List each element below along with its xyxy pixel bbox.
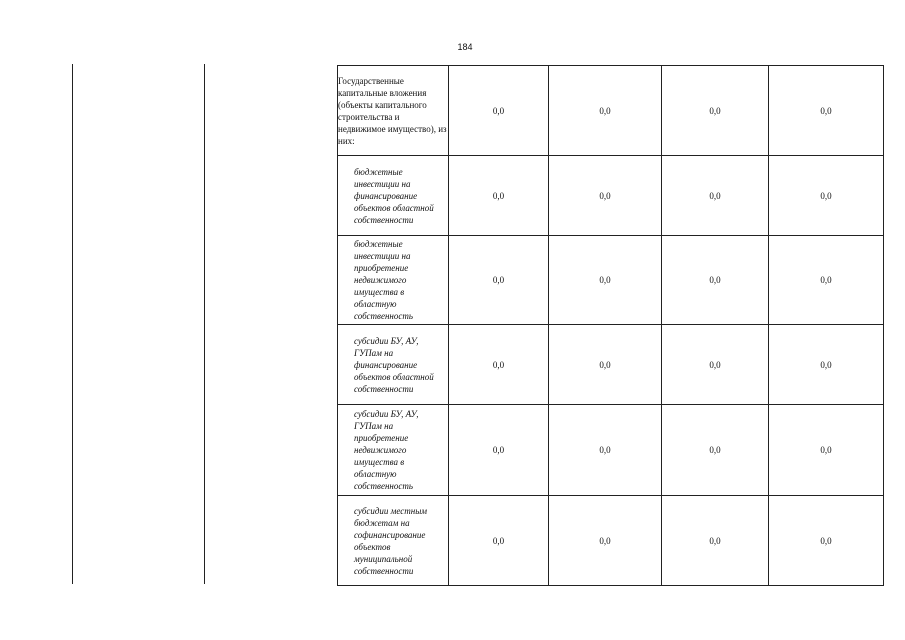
row-label: субсидии БУ, АУ, ГУПам на приобретение недвижимого имущества в областную собственность <box>338 405 449 496</box>
row-label: субсидии БУ, АУ, ГУПам на финансирование объектов областной собственности <box>338 325 449 405</box>
value-cell: 0,0 <box>549 66 662 156</box>
value-cell: 0,0 <box>769 66 884 156</box>
value-cell: 0,0 <box>449 236 549 325</box>
page-number: 184 <box>457 42 473 52</box>
middle-column-border <box>204 64 205 584</box>
value-cell: 0,0 <box>662 156 769 236</box>
table-row <box>338 156 884 236</box>
value-cell: 0,0 <box>769 325 884 405</box>
value-cell: 0,0 <box>549 236 662 325</box>
row-label: Государственные капитальные вложения (объекты капитального строительства и недвижимое имущество), из них: <box>338 66 449 156</box>
table-row <box>338 236 884 325</box>
capital-investment-table <box>337 65 884 586</box>
value-cell: 0,0 <box>662 405 769 496</box>
value-cell: 0,0 <box>549 405 662 496</box>
value-cell: 0,0 <box>769 156 884 236</box>
value-cell: 0,0 <box>662 496 769 586</box>
value-cell: 0,0 <box>769 405 884 496</box>
value-cell: 0,0 <box>449 405 549 496</box>
value-cell: 0,0 <box>769 236 884 325</box>
value-cell: 0,0 <box>662 236 769 325</box>
value-cell: 0,0 <box>549 156 662 236</box>
row-label: бюджетные инвестиции на приобретение недвижимого имущества в областную собственность <box>338 236 449 325</box>
value-cell: 0,0 <box>449 325 549 405</box>
value-cell: 0,0 <box>549 496 662 586</box>
table-row <box>338 496 884 586</box>
left-column-border <box>72 64 73 584</box>
table-row <box>338 405 884 496</box>
value-cell: 0,0 <box>662 66 769 156</box>
value-cell: 0,0 <box>662 325 769 405</box>
value-cell: 0,0 <box>769 496 884 586</box>
table-row <box>338 66 884 156</box>
value-cell: 0,0 <box>549 325 662 405</box>
value-cell: 0,0 <box>449 66 549 156</box>
table-row <box>338 325 884 405</box>
value-cell: 0,0 <box>449 156 549 236</box>
row-label: субсидии местным бюджетам на софинансирование объектов муниципальной собственности <box>338 496 449 586</box>
row-label: бюджетные инвестиции на финансирование объектов областной собственности <box>338 156 449 236</box>
value-cell: 0,0 <box>449 496 549 586</box>
